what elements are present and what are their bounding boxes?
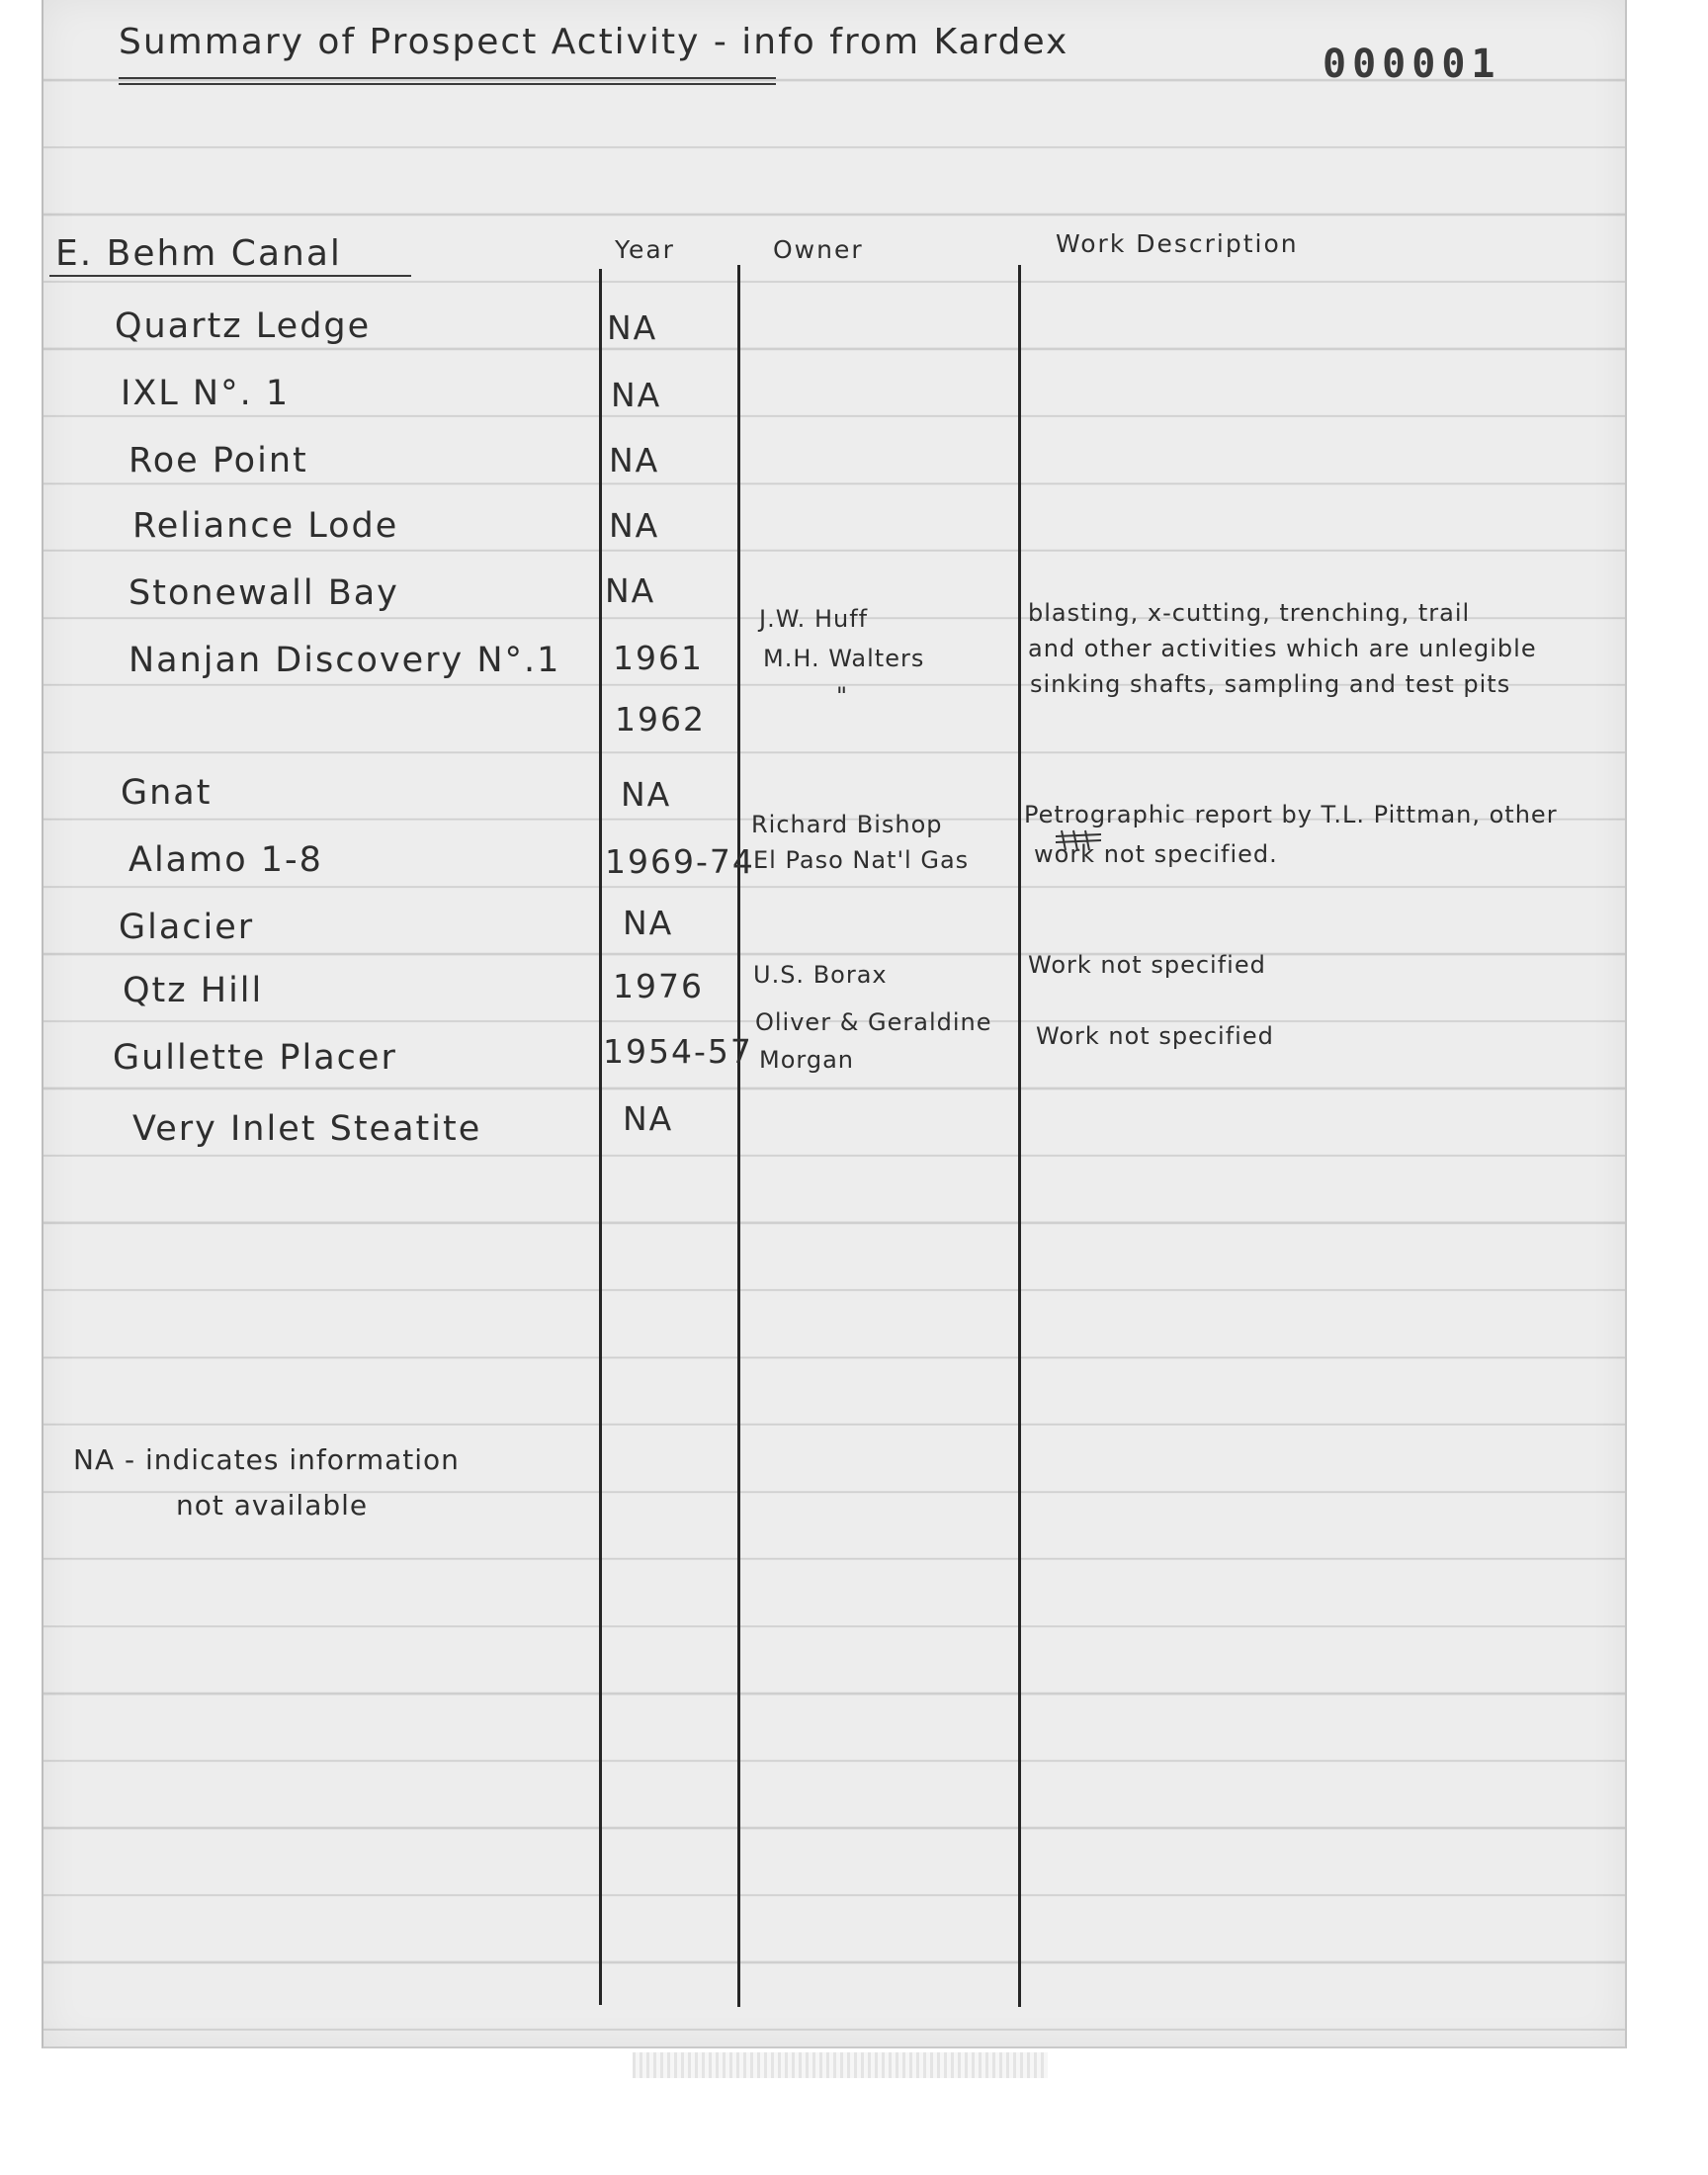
section-underline — [49, 275, 411, 277]
prospect-name: Nanjan Discovery N°.1 — [128, 641, 561, 680]
year-value: 1961 — [613, 639, 704, 677]
prospect-name: Alamo 1-8 — [128, 840, 323, 880]
owner-value: Morgan — [759, 1046, 854, 1074]
year-value: 1962 — [615, 700, 706, 739]
ditto-mark: " — [836, 682, 849, 710]
column-divider-work — [1018, 265, 1021, 2007]
column-header-year: Year — [615, 235, 675, 264]
year-value: NA — [621, 775, 672, 814]
year-value: NA — [623, 904, 674, 942]
column-header-owner: Owner — [773, 235, 864, 264]
prospect-name: Reliance Lode — [132, 506, 399, 546]
prospect-name: IXL N°. 1 — [121, 374, 291, 413]
crossed-out-mark — [1054, 828, 1103, 852]
year-value: NA — [609, 441, 660, 479]
prospect-name: Quartz Ledge — [115, 306, 372, 346]
year-value: NA — [609, 506, 660, 545]
owner-value: El Paso Nat'l Gas — [753, 846, 970, 874]
prospect-name: Very Inlet Steatite — [132, 1109, 482, 1149]
prospect-name: Qtz Hill — [123, 971, 264, 1010]
title-underline — [119, 77, 776, 79]
title-double-underline — [119, 83, 776, 85]
document-number: 000001 — [1323, 42, 1501, 87]
prospect-name: Roe Point — [128, 441, 308, 480]
column-divider-owner — [737, 265, 740, 2007]
prospect-name: Gnat — [121, 773, 213, 813]
column-divider-year — [599, 269, 602, 2005]
year-value: 1976 — [613, 967, 704, 1005]
owner-value: J.W. Huff — [759, 605, 869, 633]
year-value: 1954-57 — [603, 1032, 753, 1071]
work-description: Work not specified — [1028, 951, 1266, 979]
prospect-name: Gullette Placer — [113, 1038, 397, 1078]
owner-value: Oliver & Geraldine — [755, 1008, 992, 1036]
year-value: 1969-74 — [605, 842, 755, 881]
work-description: Work not specified — [1036, 1022, 1274, 1050]
owner-value: U.S. Borax — [753, 961, 888, 989]
footnote-line-2: not available — [176, 1489, 369, 1522]
document-title: Summary of Prospect Activity - info from Kardex — [119, 22, 1069, 62]
owner-value: M.H. Walters — [763, 645, 925, 672]
work-description: and other activities which are unlegible — [1028, 635, 1537, 662]
work-description: work not specified. — [1034, 840, 1278, 868]
column-header-work-description: Work Description — [1056, 229, 1299, 258]
footnote-line-1: NA - indicates information — [73, 1443, 460, 1476]
prospect-name: Glacier — [119, 908, 255, 947]
year-value: NA — [605, 571, 656, 610]
year-value: NA — [623, 1099, 674, 1138]
scanner-artifact — [633, 2052, 1048, 2078]
owner-value: Richard Bishop — [751, 811, 943, 838]
year-value: NA — [611, 376, 662, 414]
prospect-name: Stonewall Bay — [128, 573, 399, 613]
section-title: E. Behm Canal — [55, 233, 342, 274]
work-description: blasting, x-cutting, trenching, trail — [1028, 599, 1471, 627]
work-description: sinking shafts, sampling and test pits — [1030, 670, 1511, 698]
year-value: NA — [607, 308, 658, 347]
work-description: Petrographic report by T.L. Pittman, other — [1024, 801, 1558, 828]
